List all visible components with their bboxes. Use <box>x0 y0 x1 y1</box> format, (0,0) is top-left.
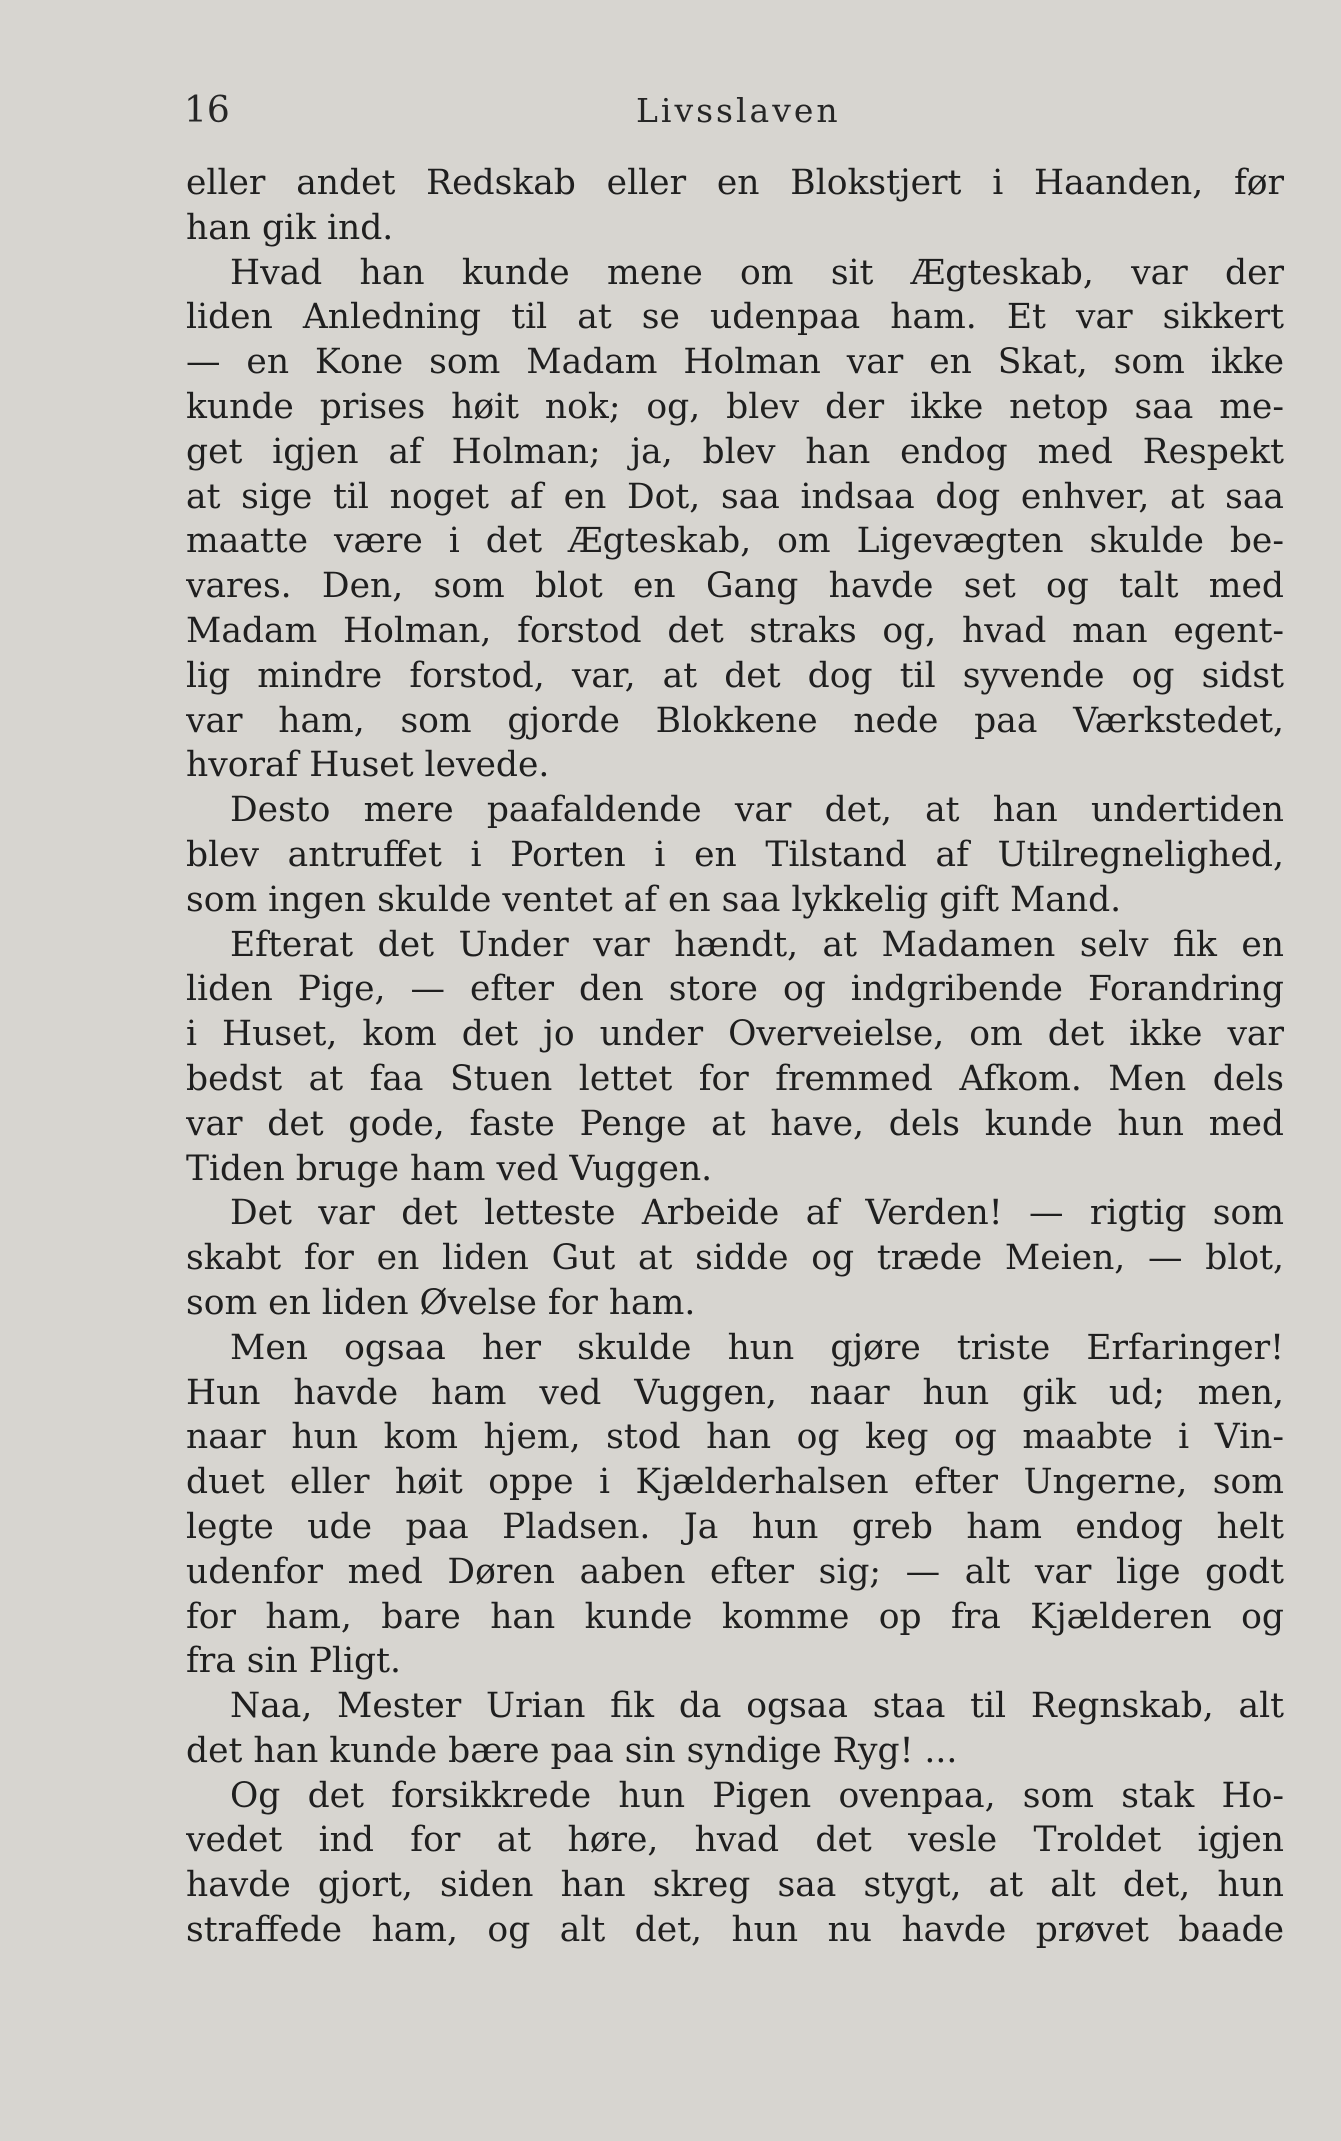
text-line: duet eller høit oppe i Kjælderhalsen efter Ungerne, som <box>186 1462 1284 1503</box>
page-header <box>184 86 1284 136</box>
text-line: som ingen skulde ventet af en saa lykkelig gift Mand. <box>186 879 1122 920</box>
text-line: — en Kone som Madam Holman var en Skat, som ikke <box>186 342 1284 383</box>
text-line: Madam Holman, forstod det straks og, hvad man egent- <box>186 610 1284 651</box>
text-line: Hun havde ham ved Vuggen, naar hun gik ud; men, <box>186 1372 1284 1413</box>
text-line: som en liden Øvelse for ham. <box>186 1282 696 1323</box>
text-line: Efterat det Under var hændt, at Madamen selv fik en <box>230 924 1284 965</box>
text-line: havde gjort, siden han skreg saa stygt, at alt det, hun <box>186 1865 1284 1906</box>
text-line: Tiden bruge ham ved Vuggen. <box>186 1148 713 1189</box>
text-line: lig mindre forstod, var, at det dog til syvende og sidst <box>186 655 1284 696</box>
text-line: skabt for en liden Gut at sidde og træde Meien, — blot, <box>186 1238 1284 1279</box>
text-line: han gik ind. <box>186 207 394 248</box>
text-line: straffede ham, og alt det, hun nu havde prøvet baade <box>186 1910 1284 1951</box>
text-line: kunde prises høit nok; og, blev der ikke netop saa me- <box>186 386 1284 427</box>
text-line: var det gode, faste Penge at have, dels kunde hun med <box>186 1103 1284 1144</box>
text-line: blev antruffet i Porten i en Tilstand af Utilregnelighed, <box>186 834 1284 875</box>
page-number: 16 <box>184 90 230 131</box>
text-line: naar hun kom hjem, stod han og keg og maabte i Vin- <box>186 1417 1284 1458</box>
text-line: i Huset, kom det jo under Overveielse, om det ikke var <box>186 1014 1284 1055</box>
text-line: bedst at faa Stuen lettet for fremmed Afkom. Men dels <box>186 1058 1284 1099</box>
text-line: Desto mere paafaldende var det, at han undertiden <box>230 790 1284 831</box>
text-line: fra sin Pligt. <box>186 1641 401 1682</box>
text-line: maatte være i det Ægteskab, om Ligevægten skulde be- <box>186 521 1284 562</box>
text-line: Det var det letteste Arbeide af Verden! — rigtig som <box>230 1193 1284 1234</box>
text-line: hvoraf Huset levede. <box>186 745 550 786</box>
body-text <box>186 161 1284 1953</box>
text-line: vares. Den, som blot en Gang havde set og talt med <box>186 566 1284 607</box>
text-line: det han kunde bære paa sin syndige Ryg! ... <box>186 1730 958 1771</box>
text-line: Men ogsaa her skulde hun gjøre triste Erfaringer! <box>230 1327 1284 1368</box>
text-line: var ham, som gjorde Blokkene nede paa Værkstedet, <box>186 700 1284 741</box>
running-title: Livsslaven <box>636 91 841 130</box>
text-line: get igjen af Holman; ja, blev han endog med Respekt <box>186 431 1284 472</box>
text-line: vedet ind for at høre, hvad det vesle Troldet igjen <box>186 1820 1284 1861</box>
text-line: liden Anledning til at se udenpaa ham. Et var sikkert <box>186 297 1284 338</box>
text-line: udenfor med Døren aaben efter sig; — alt var lige godt <box>186 1551 1284 1592</box>
text-line: Naa, Mester Urian fik da ogsaa staa til Regnskab, alt <box>230 1686 1284 1727</box>
text-line: Og det forsikkrede hun Pigen ovenpaa, som stak Ho- <box>230 1775 1284 1816</box>
text-line: liden Pige, — efter den store og indgribende Forandring <box>186 969 1284 1010</box>
text-line: at sige til noget af en Dot, saa indsaa dog enhver, at saa <box>186 476 1284 517</box>
text-line: legte ude paa Pladsen. Ja hun greb ham endog helt <box>186 1506 1284 1547</box>
text-line: Hvad han kunde mene om sit Ægteskab, var der <box>230 252 1284 293</box>
text-line: for ham, bare han kunde komme op fra Kjælderen og <box>186 1596 1284 1637</box>
text-line: eller andet Redskab eller en Blokstjert i Haanden, før <box>186 163 1284 203</box>
